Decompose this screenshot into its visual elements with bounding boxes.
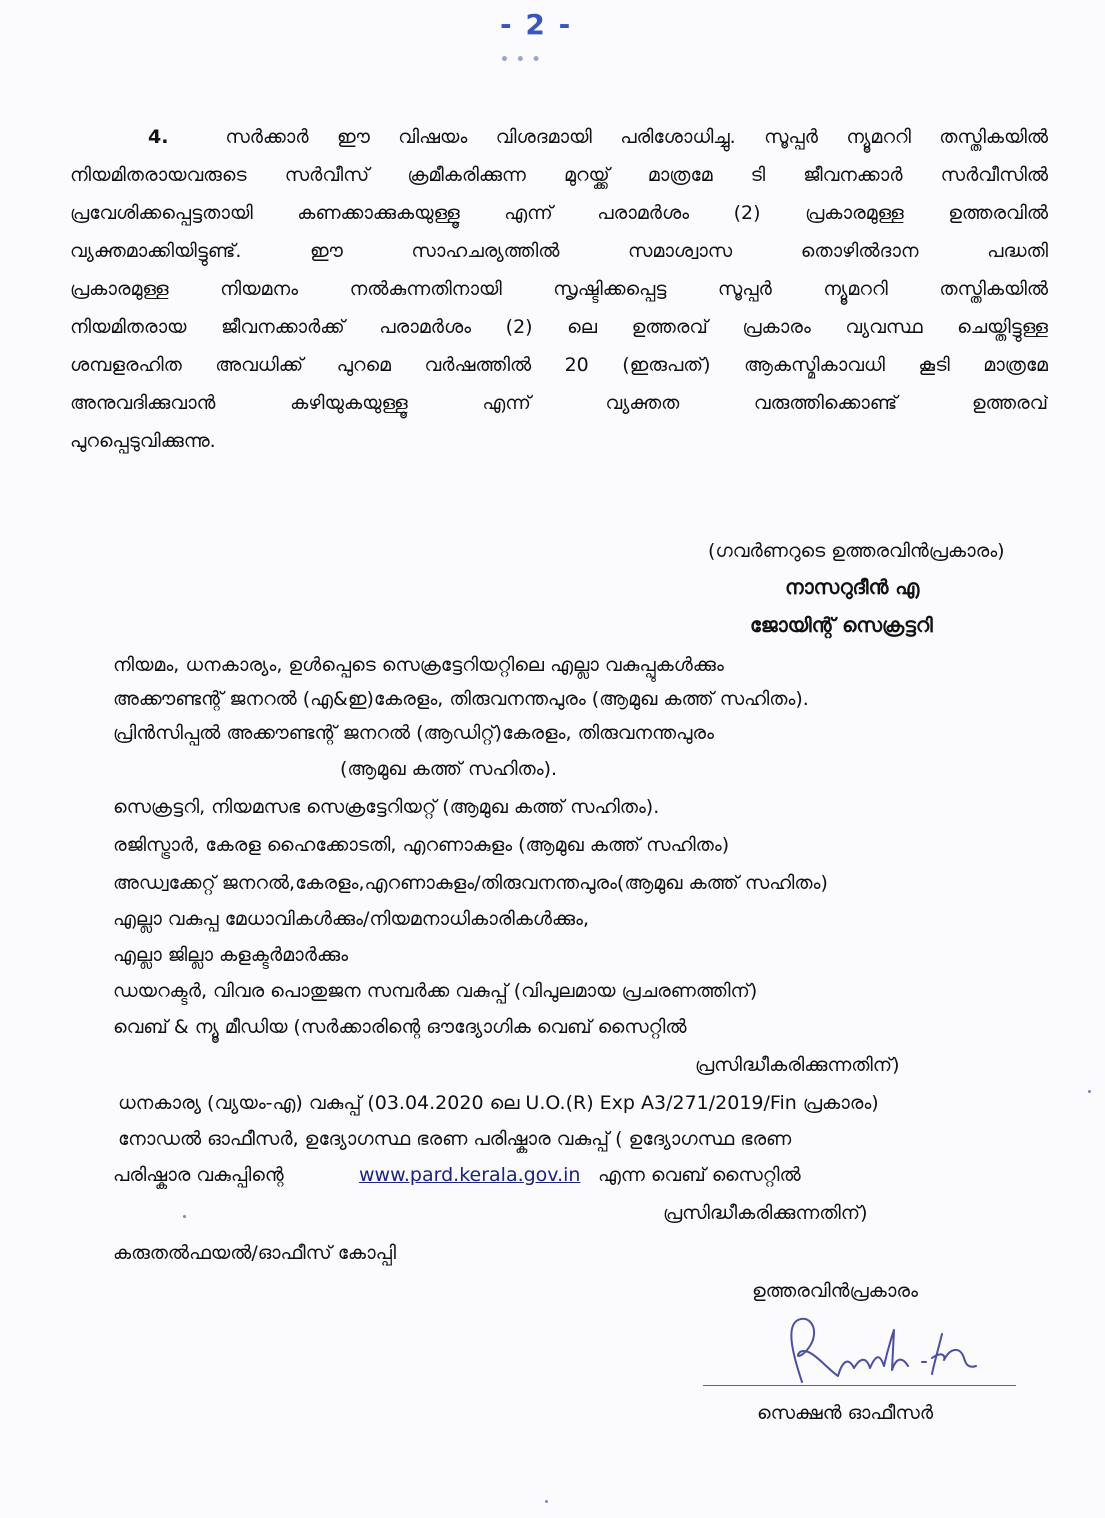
paragraph-line: ശമ്പളരഹിത അവധിക്ക് പുറമെ വർഷത്തിൽ 20 (ഇരുപത്) ആകസ്മികാവധി കൂടി മാത്രമേ (70, 354, 1048, 376)
by-order: ഉത്തരവിൻപ്രകാരം (752, 1280, 918, 1302)
scan-speck (545, 1500, 548, 1503)
paragraph-line: വ്യക്തമാക്കിയിട്ടുണ്ട്. ഈ സാഹചര്യത്തിൽ സമാശ്വാസ തൊഴിൽദാന പദ്ധതി (70, 240, 1048, 262)
pard-website-link[interactable]: www.pard.kerala.gov.in (359, 1164, 581, 1186)
paragraph-4 (70, 118, 1048, 460)
signatory-title: ജോയിന്റ് സെക്രട്ടറി (750, 613, 933, 637)
distribution-item: നിയമം, ധനകാര്യം, ഉൾപ്പെടെ സെക്രട്ടേറിയറ്റിലെ എല്ലാ വകുപ്പുകൾക്കും (113, 654, 724, 676)
signature-image (780, 1312, 1000, 1392)
paragraph-line: പ്രകാരമുള്ള നിയമനം നൽകുന്നതിനായി സൃഷ്ടിക്കപ്പെട്ട സൂപ്പർ ന്യൂമററി തസ്തികയിൽ (70, 278, 1048, 300)
page-number-dots: • • • (500, 52, 542, 68)
distribution-item-prefix: പരിഷ്കാര വകുപ്പിന്റെ (113, 1164, 284, 1186)
distribution-item-suffix: എന്ന വെബ് സൈറ്റിൽ (598, 1164, 801, 1186)
paragraph-line: അനുവദിക്കുവാൻ കഴിയുകയുള്ളൂ എന്ന് വ്യക്തത വരുത്തിക്കൊണ്ട് ഉത്തരവ് (70, 392, 1048, 414)
distribution-item: ഡയറക്ടർ, വിവര പൊതുജന സമ്പർക്ക വകുപ്പ് (വിപുലമായ പ്രചരണത്തിന്) (113, 980, 758, 1002)
scan-speck (1088, 1090, 1091, 1093)
section-officer: സെക്ഷൻ ഓഫീസർ (757, 1402, 934, 1424)
signatory-name: നാസറുദീൻ എ (785, 575, 920, 599)
order-by-governor: (ഗവർണറുടെ ഉത്തരവിൻപ്രകാരം) (708, 540, 1005, 562)
paragraph-line: പ്രവേശിക്കപ്പെട്ടതായി കണക്കാക്കുകയുള്ളൂ എന്ന് പരാമർശം (2) പ്രകാരമുള്ള ഉത്തരവിൽ (70, 202, 1048, 224)
file-copy: കരുതൽഫയൽ/ഓഫീസ് കോപ്പി (113, 1242, 396, 1264)
distribution-item: വെബ് & ന്യൂ മീഡിയ (സർക്കാരിന്റെ ഔദ്യോഗിക വെബ് സൈറ്റിൽ (113, 1016, 687, 1038)
paragraph-line: പുറപ്പെടുവിക്കുന്നു. (70, 430, 216, 452)
distribution-item: എല്ലാ ജില്ലാ കളക്ടർമാർക്കും (113, 944, 349, 966)
distribution-item: അക്കൗണ്ടന്റ് ജനറൽ (എ&ഇ)കേരളം, തിരുവനന്തപുരം (ആമുഖ കത്ത് സഹിതം). (113, 688, 809, 710)
paragraph-number: 4. (148, 126, 169, 148)
signature-line (703, 1385, 1016, 1386)
page-number: - 2 - • • • (500, 8, 573, 68)
distribution-item: നോഡൽ ഓഫീസർ, ഉദ്യോഗസ്ഥ ഭരണ പരിഷ്കാര വകുപ്പ് ( ഉദ്യോഗസ്ഥ ഭരണ (118, 1128, 792, 1150)
scan-speck (183, 1215, 186, 1218)
paragraph-line: നിയമിതരായവരുടെ സർവീസ് ക്രമീകരിക്കുന്ന മുറയ്ക്ക് മാത്രമേ ടി ജീവനക്കാർ സർവീസിൽ (70, 164, 1048, 186)
paragraph-line: നിയമിതരായ ജീവനക്കാർക്ക് പരാമർശം (2) ലെ ഉത്തരവ് പ്രകാരം വ്യവസ്ഥ ചെയ്തിട്ടുള്ള (70, 316, 1048, 338)
distribution-item: (ആമുഖ കത്ത് സഹിതം). (340, 758, 558, 780)
distribution-item: എല്ലാ വകുപ്പ മേധാവികൾക്കും/നിയമനാധികാരികൾക്കും, (113, 908, 590, 930)
distribution-item: രജിസ്ട്രാർ, കേരള ഹൈക്കോടതി, എറണാകുളം (ആമുഖ കത്ത് സഹിതം) (113, 834, 730, 856)
distribution-item: പ്രസിദ്ധീകരിക്കുന്നതിന്) (695, 1054, 900, 1076)
paragraph-line: 4. സർക്കാർ ഈ വിഷയം വിശദമായി പരിശോധിച്ചു. സൂപ്പർ ന്യൂമററി തസ്തികയിൽ (148, 126, 1048, 148)
distribution-item: അഡ്വക്കേറ്റ് ജനറൽ,കേരളം,എറണാകുളം/തിരുവനന്തപുരം(ആമുഖ കത്ത് സഹിതം) (113, 872, 828, 894)
distribution-item: ധനകാര്യ (വ്യയം-എ) വകുപ്പ് (03.04.2020 ലെ U.O.(R) Exp A3/271/2019/Fin പ്രകാരം) (118, 1092, 879, 1114)
distribution-item: പ്രിൻസിപ്പൽ അക്കൗണ്ടന്റ് ജനറൽ (ആഡിറ്റ്)കേരളം, തിരുവനന്തപുരം (113, 722, 714, 744)
distribution-item: പ്രസിദ്ധീകരിക്കുന്നതിന്) (663, 1202, 868, 1224)
distribution-item: സെക്രട്ടറി, നിയമസഭ സെക്രട്ടേറിയറ്റ് (ആമുഖ കത്ത് സഹിതം). (113, 796, 660, 818)
